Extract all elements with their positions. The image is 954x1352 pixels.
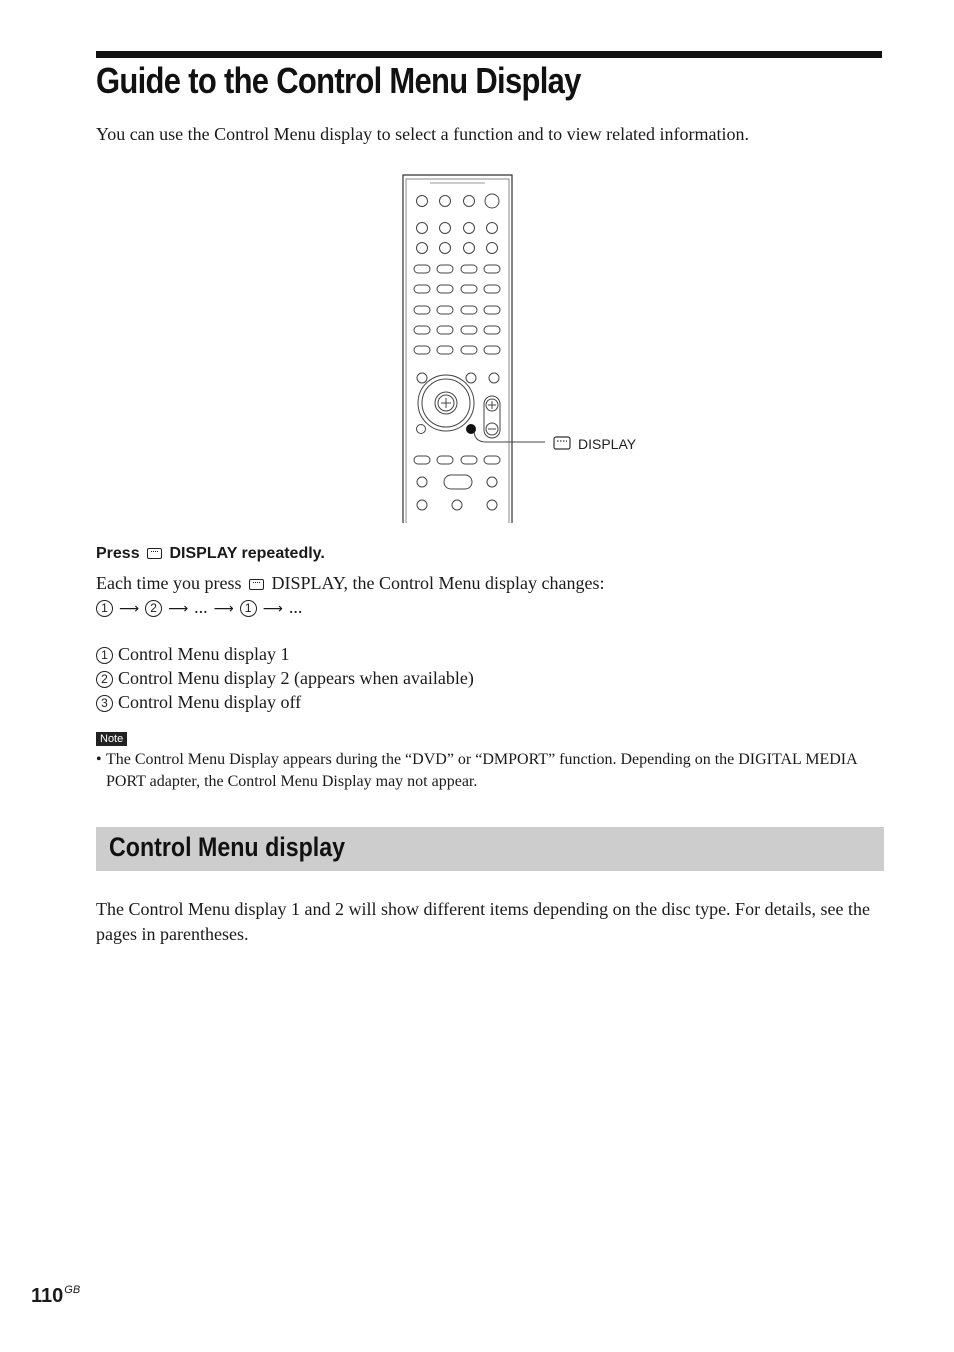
item-text: Control Menu display 1 <box>118 644 290 664</box>
page-number-suffix: GB <box>64 1284 81 1296</box>
remote-button <box>484 306 500 314</box>
remote-button <box>461 346 477 354</box>
remote-button <box>444 475 472 489</box>
remote-button <box>461 306 477 314</box>
instruction-rest: DISPLAY repeatedly. <box>169 545 325 562</box>
remote-button <box>466 373 476 383</box>
section-title: Control Menu display <box>109 832 346 862</box>
remote-button <box>440 196 451 207</box>
intro-paragraph: You can use the Control Menu display to select a function and to view related information. <box>96 124 750 144</box>
section-body: The Control Menu display 1 and 2 will show different items depending on the disc type. For details, see the pages in parentheses. <box>96 899 871 944</box>
remote-button <box>437 456 453 464</box>
remote-button <box>437 306 453 314</box>
note-badge: Note <box>96 732 127 746</box>
note-body: The Control Menu Display appears during the “DVD” or “DMPORT” function. Depending on the DIGITAL MEDIA PORT adapter, the Control Menu Display may not appear. <box>106 751 857 790</box>
remote-button <box>437 326 453 334</box>
arrow-icon: ⟶ <box>168 601 189 617</box>
display-icon <box>147 548 162 559</box>
item-number: 2 <box>96 671 113 688</box>
body-line-1-pre: Each time you press <box>96 573 242 593</box>
remote-button <box>485 194 499 208</box>
instruction-press: Press <box>96 545 140 562</box>
remote-button <box>417 477 427 487</box>
section-header-bar <box>96 827 884 871</box>
body-line-1 <box>96 573 604 594</box>
remote-button <box>461 265 477 273</box>
sequence-step-2: 2 <box>145 600 162 617</box>
display-icon <box>249 579 264 590</box>
remote-button <box>464 223 475 234</box>
remote-button <box>414 326 430 334</box>
sequence-line <box>96 597 302 618</box>
remote-button <box>414 265 430 273</box>
note-text <box>96 749 886 793</box>
remote-button <box>417 500 427 510</box>
remote-button <box>437 346 453 354</box>
remote-button <box>484 326 500 334</box>
item-text: Control Menu display 2 (appears when available) <box>118 668 474 688</box>
sequence-step-1: 1 <box>96 600 113 617</box>
remote-button <box>440 243 451 254</box>
remote-button <box>417 425 426 434</box>
remote-button <box>461 285 477 293</box>
remote-button <box>484 285 500 293</box>
remote-button <box>417 196 428 207</box>
remote-button <box>464 243 475 254</box>
remote-button <box>414 285 430 293</box>
item-number: 3 <box>96 695 113 712</box>
remote-control-figure <box>390 172 660 524</box>
body-line-1-post: DISPLAY, the Control Menu display changes: <box>271 573 605 593</box>
remote-button <box>487 223 498 234</box>
top-rule <box>96 51 882 58</box>
remote-button <box>417 223 428 234</box>
remote-button <box>414 346 430 354</box>
remote-button <box>464 196 475 207</box>
remote-button <box>417 243 428 254</box>
remote-button <box>461 456 477 464</box>
display-button <box>466 424 476 434</box>
arrow-icon: ⟶ <box>119 601 140 617</box>
remote-button <box>487 477 497 487</box>
item-text: Control Menu display off <box>118 692 302 712</box>
note-bullet: • <box>96 751 102 768</box>
page-number <box>31 1284 80 1308</box>
remote-button <box>461 326 477 334</box>
sequence-ellipsis: ... <box>288 597 303 617</box>
remote-button <box>437 265 453 273</box>
remote-button <box>487 500 497 510</box>
remote-button <box>437 285 453 293</box>
list-item <box>96 668 474 689</box>
remote-button <box>417 373 427 383</box>
remote-button <box>452 500 462 510</box>
page-title: Guide to the Control Menu Display <box>96 60 581 101</box>
list-item <box>96 692 301 713</box>
page-number-value: 110 <box>31 1285 64 1307</box>
instruction-heading <box>96 545 325 563</box>
remote-button <box>484 265 500 273</box>
remote-button <box>414 306 430 314</box>
remote-button <box>414 456 430 464</box>
remote-button <box>487 243 498 254</box>
remote-button <box>489 373 499 383</box>
sequence-step-3: 1 <box>240 600 257 617</box>
remote-button <box>484 456 500 464</box>
remote-button <box>484 346 500 354</box>
list-item <box>96 644 290 665</box>
sequence-ellipsis: ... <box>194 597 208 617</box>
display-callout-label: DISPLAY <box>578 436 637 452</box>
item-number: 1 <box>96 647 113 664</box>
remote-button <box>440 223 451 234</box>
arrow-icon: ⟶ <box>262 601 283 617</box>
arrow-icon: ⟶ <box>213 601 234 617</box>
